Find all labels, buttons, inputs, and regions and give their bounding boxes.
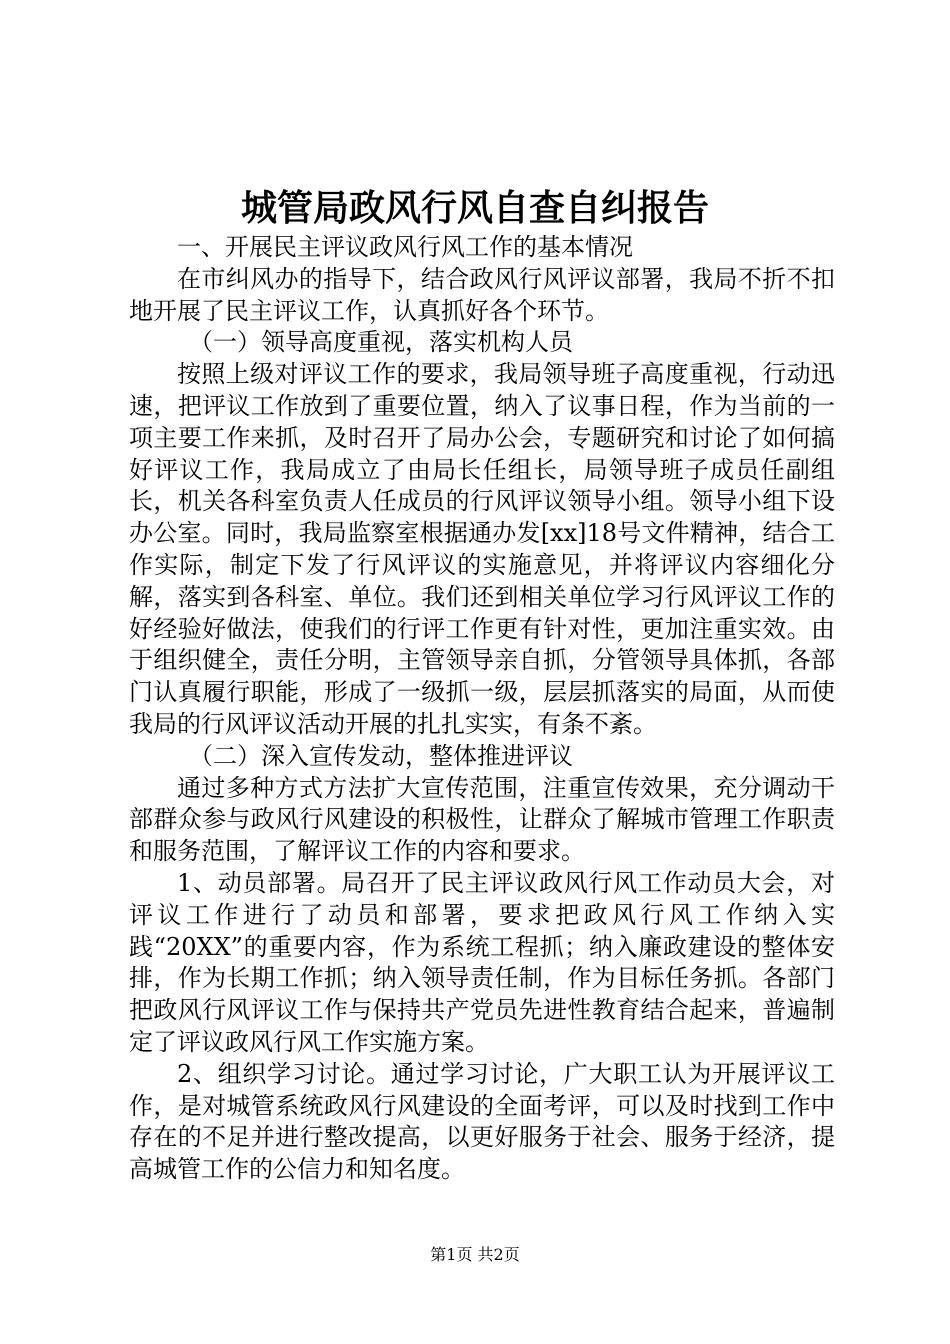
paragraph-study: 2、组织学习讨论。通过学习讨论，广大职工认为开展评议工作，是对城管系统政风行风建设的全面考评，可以及时找到工作中存在的不足并进行整改提高，以更好服务于社会、服务于经济，提高城管工作的公信力和知名度。: [129, 1059, 835, 1184]
subsection-heading-2: （二）深入宣传发动，整体推进评议: [189, 741, 573, 770]
document-title: 城管局政风行风自查自纠报告: [240, 187, 709, 229]
paragraph-leadership: 按照上级对评议工作的要求，我局领导班子高度重视，行动迅速，把评议工作放到了重要位置，纳入了议事日程，作为当前的一项主要工作来抓，及时召开了局办公会，专题研究和讨论了如何搞好评议工作，我局成立了由局长任组长，局领导班子成员任副组长，机关各科室负责人任成员的行风评议领导小组。领导小组下设办公室。同时，我局监察室根据通办发[xx]18号文件精神，结合工作实际，制定下发了行风评议的实施意见，并将评议内容细化分解，落实到各科室、单位。我们还到相关单位学习行风评议工作的好经验好做法，使我们的行评工作更有针对性，更加注重实效。由于组织健全，责任分明，主管领导亲自抓，分管领导具体抓，各部门认真履行职能，形成了一级抓一级，层层抓落实的局面，从而使我局的行风评议活动开展的扎扎实实，有条不紊。: [129, 360, 835, 738]
document-body: [129, 232, 835, 1186]
paragraph-mobilization: 1、动员部署。局召开了民主评议政风行风工作动员大会，对评议工作进行了动员和部署，要求把政风行风工作纳入实践“20XX”的重要内容，作为系统工程抓；纳入廉政建设的整体安排，作为长期工作抓；纳入领导责任制，作为目标任务抓。各部门把政风行风评议工作与保持共产党员先进性教育结合起来，普遍制定了评议政风行风工作实施方案。: [129, 868, 835, 1056]
paragraph-publicity: 通过多种方式方法扩大宣传范围，注重宣传效果，充分调动干部群众参与政风行风建设的积极性，让群众了解城市管理工作职责和服务范围，了解评议工作的内容和要求。: [129, 773, 835, 866]
paragraph-intro: 在市纠风办的指导下，结合政风行风评议部署，我局不折不扣地开展了民主评议工作，认真抓好各个环节。: [129, 264, 835, 325]
section-heading-1: 一、开展民主评议政风行风工作的基本情况: [177, 233, 633, 261]
page-number-footer: 第1页 共2页: [430, 1245, 520, 1264]
subsection-heading-1: （一）领导高度重视，落实机构人员: [189, 328, 573, 357]
